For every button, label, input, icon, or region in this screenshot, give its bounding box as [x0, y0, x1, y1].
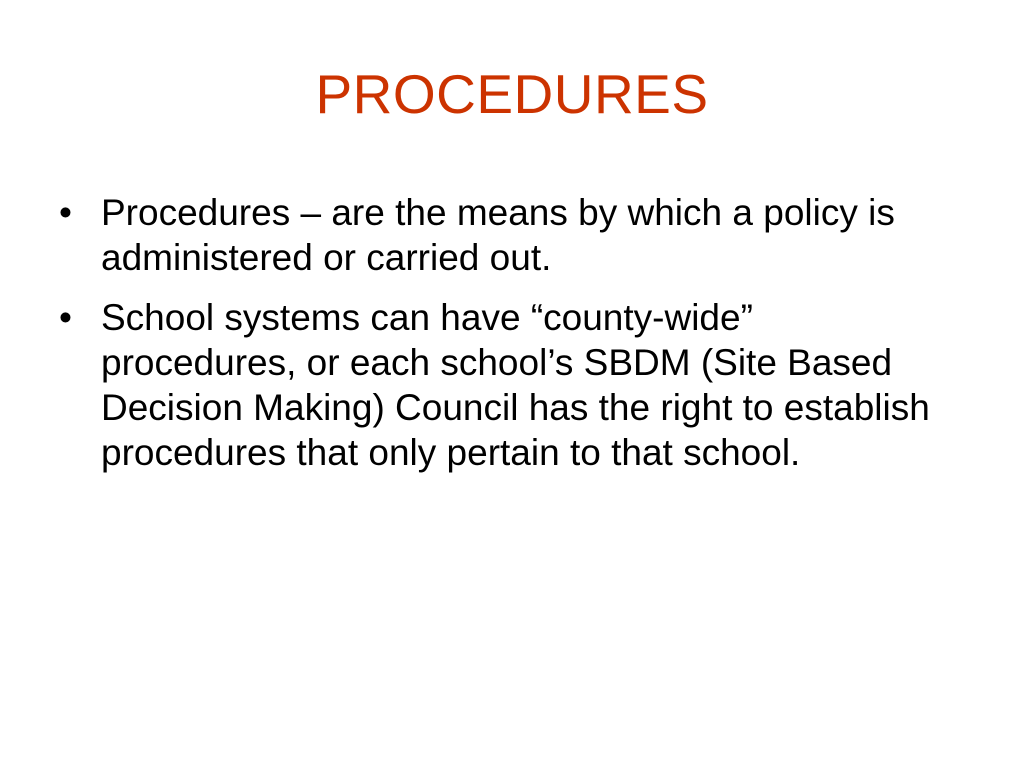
bullet-marker: •: [59, 192, 72, 233]
slide-title: PROCEDURES: [315, 63, 709, 125]
bullet-item: [56, 295, 956, 475]
bullet-item: [56, 190, 956, 280]
bullet-text: School systems can have “county-wide” procedures, or each school’s SBDM (Site Based Decision Making) Council has the right to establish procedures that only pertain to that school.: [101, 297, 930, 473]
bullet-marker: •: [59, 297, 72, 338]
bullet-text: Procedures – are the means by which a policy is administered or carried out.: [101, 192, 895, 278]
bullet-list: [56, 190, 956, 490]
